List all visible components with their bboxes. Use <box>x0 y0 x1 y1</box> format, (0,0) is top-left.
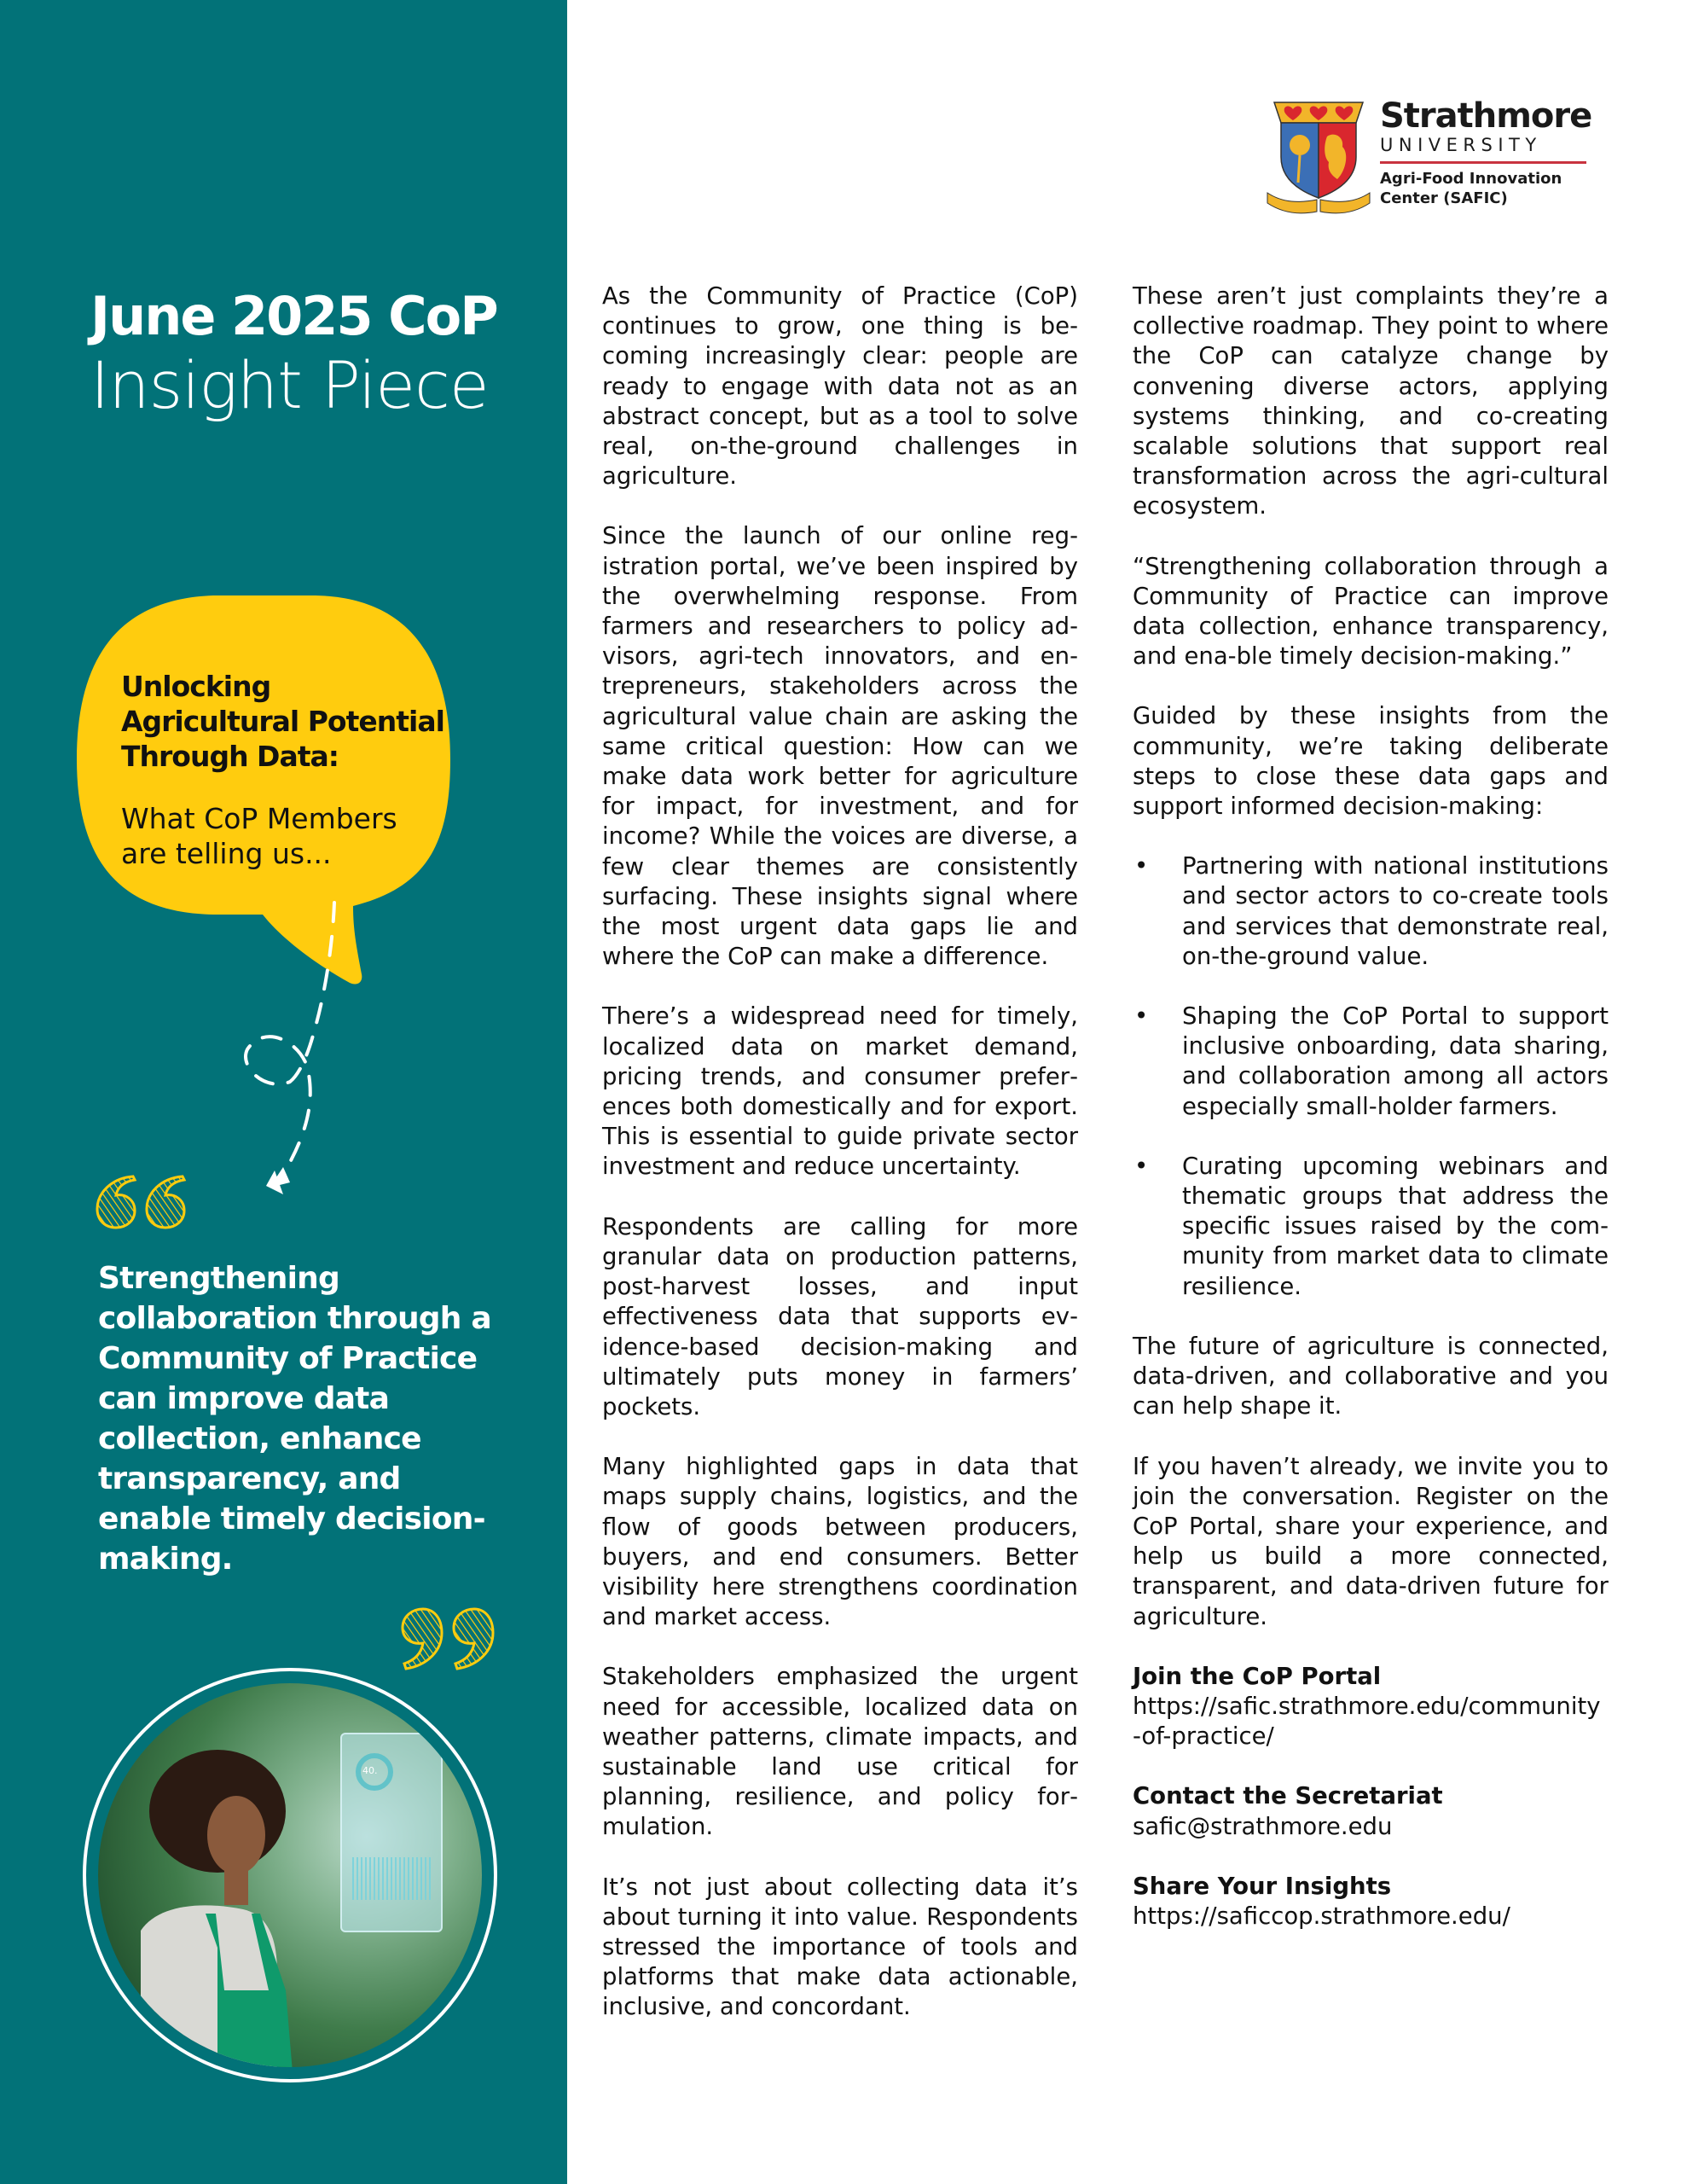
paragraph: It’s not just about collecting data it’s about turning it into value. Respondents stressed the importance of tools and platforms that make data actionable, inclusive, and concordant. <box>602 1873 1078 2021</box>
strathmore-logo <box>1266 97 1590 217</box>
hologram-dashboard-icon: 40. <box>340 1733 443 1932</box>
title-line-1: June 2025 CoP <box>90 285 497 347</box>
paragraph: As the Community of Practice (CoP) continues to grow, one thing is becoming increasingly clear: people are ready to engage with data not as an abstract concept, but as a tool to solve real, on-the-ground challenges in agriculture. <box>602 282 1078 491</box>
contact-share-insights: Share Your Insights https://saficcop.strathmore.edu/ <box>1133 1872 1609 1931</box>
insights-link[interactable]: https://saficcop.strathmore.edu/ <box>1133 1902 1510 1930</box>
bubble-text <box>121 669 479 871</box>
bubble-heading: Unlocking Agricultural Potential Through Data: <box>121 670 444 773</box>
contact-secretariat: Contact the Secretariat safic@strathmore.edu <box>1133 1781 1609 1841</box>
paragraph: Respondents are calling for more granular data on production patterns, post-harvest losses, and input effectiveness data that supports evidence-based decision-making and ultimately puts money in farmers’ pockets. <box>602 1212 1078 1420</box>
farmer-photo <box>83 1668 497 2082</box>
list-item: • Curating upcoming webinars and thematic groups that address the specific issues raised by the community from market data to climate resilience. <box>1133 1152 1609 1302</box>
bubble-subheading: What CoP Members are telling us... <box>121 802 397 870</box>
logo-divider <box>1380 161 1586 164</box>
paragraph: Since the launch of our online registration portal, we’ve been inspired by the overwhelming response. From farmers and researchers to policy advisors, agri-tech innovators, and entrepreneurs, stakeholders across the agricultural value chain are asking the same critical question: How can we make data work better for agriculture for impact, for investment, and for income? While the voices are diverse, a few clear themes are consistently surfacing. These insights signal where the most urgent data gaps lie and where the CoP can make a difference. <box>602 522 1078 971</box>
pull-quote: Strengthening collaboration through a Community of Practice can improve data collection, enhance transparency, and enable timely decision- making. <box>98 1261 491 1577</box>
dashed-arrow-icon <box>213 896 384 1220</box>
email-link[interactable]: safic@strathmore.edu <box>1133 1812 1393 1840</box>
list-item: • Partnering with national institutions and sector actors to co-create tools and services that demonstrate real, on-the-ground value. <box>1133 851 1609 972</box>
open-quote-icon <box>94 1173 189 1229</box>
photo-image <box>98 1683 482 2067</box>
paragraph: If you haven’t already, we invite you to join the conversation. Register on the CoP Portal, share your experience, and help us build a more connected, transparent, and data-driven future for agriculture. <box>1133 1452 1609 1630</box>
paragraph: The future of agriculture is connected, data-driven, and collaborative and you can help shape it. <box>1133 1332 1609 1420</box>
paragraph: Stakeholders emphasized the urgent need for accessible, localized data on weather patterns, climate impacts, and sustainable land use critical for planning, resilience, and policy formulation. <box>602 1663 1078 1841</box>
paragraph: These aren’t just complaints they’re a collective roadmap. They point to where the CoP can catalyze change by convening diverse actors, applying systems thinking, and co-creating scalable solutions that support real transformation across the agri-cultural ecosystem. <box>1133 282 1609 520</box>
article-column-1 <box>602 282 1078 2053</box>
paragraph: Many highlighted gaps in data that maps supply chains, logistics, and the flow of goods between producers, buyers, and end consumers. Better visibility here strengthens coordination and market access. <box>602 1453 1078 1631</box>
quote-paragraph: “Strengthening collaboration through a Community of Practice can improve data collection, enhance transparency, and ena-ble timely decision-making.” <box>1133 552 1609 671</box>
portal-link[interactable]: https://safic.strathmore.edu/community-of-practice/ <box>1133 1692 1601 1751</box>
logo-text: Strathmore UNIVERSITY Agri-Food Innovation Center (SAFIC) <box>1380 96 1592 207</box>
action-list <box>1133 851 1609 1302</box>
title-line-2: Insight Piece <box>90 347 489 423</box>
close-quote-icon <box>397 1604 500 1672</box>
article-column-2 <box>1133 282 1609 1961</box>
paragraph: There’s a widespread need for timely, localized data on market demand, pricing trends, and consumer preferences both domestically and for export. This is essential to guide private sector investment and reduce uncertainty. <box>602 1002 1078 1181</box>
paragraph: Guided by these insights from the community, we’re taking deliberate steps to close these data gaps and support informed decision-making: <box>1133 702 1609 821</box>
page-title <box>90 287 497 425</box>
person-silhouette-icon <box>124 1734 303 2067</box>
list-item: • Shaping the CoP Portal to support inclusive onboarding, data sharing, and collaboration among all actors especially small-holder farmers. <box>1133 1002 1609 1122</box>
contact-join-portal: Join the CoP Portal https://safic.strathmore.edu/community-of-practice/ <box>1133 1662 1609 1752</box>
university-crest-icon <box>1266 97 1371 217</box>
